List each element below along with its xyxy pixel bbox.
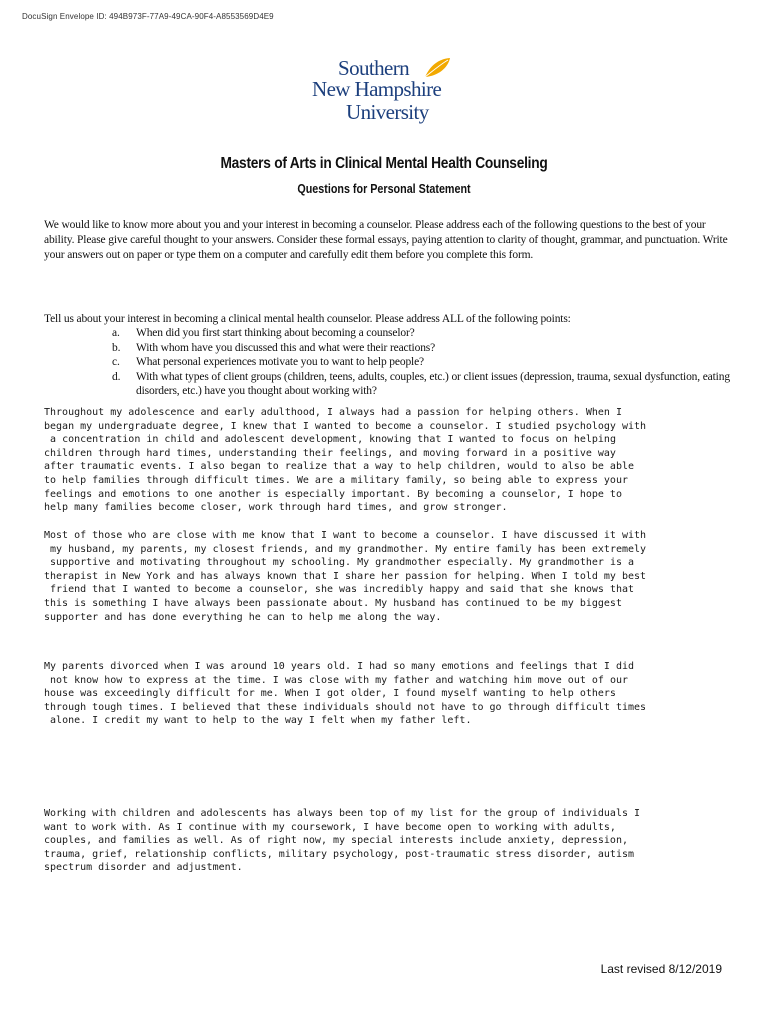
answer-paragraph-4: Working with children and adolescents has always been top of my list for the group of individuals I want to work with. As I continue with my coursework, I have become open to working with adults, couples, and families as well. As of right now, my special interests include anxiety, depression, trauma, grief, relationship conflicts, military psychology, post-traumatic stress disorder, autism spectrum disorder and adjustment. bbox=[44, 808, 641, 874]
question-text: With what types of client groups (children, teens, adults, couples, etc.) or client issues (depression, trauma, sexual dysfunction, eating disorders, etc.) have you thought about working with? bbox=[136, 370, 730, 398]
answer-paragraph-1: Throughout my adolescence and early adulthood, I always had a passion for helping others. When I began my undergraduate degree, I knew that I wanted to become a counselor. I studied psychology with a concentration in child and adolescent development, knowing that I wanted to focus on helping children through hard times, understanding their feelings, and moving forward in a positive way after traumatic events. I also began to realize that a way to help children, would to also be able to help families through difficult times. We are a military family, so being able to express your feelings and emotions to one another is especially important. By becoming a counselor, I hope to help many families become closer, work through hard times, and grow stronger. bbox=[44, 407, 647, 514]
question-item bbox=[112, 341, 732, 356]
question-letter: d. bbox=[112, 370, 121, 383]
question-item bbox=[112, 326, 732, 341]
question-letter: b. bbox=[112, 341, 121, 354]
question-text: With whom have you discussed this and what were their reactions? bbox=[136, 341, 436, 354]
intro-paragraph: We would like to know more about you and your interest in becoming a counselor. Please address each of the following questions to the best of your ability. Please give careful thought to your answers. Consider these formal essays, paying attention to clarity of thought, grammar, and punctuation. Write your answers out on paper or type them on a computer and carefully edit them before you complete this form. bbox=[44, 219, 728, 261]
question-letter: a. bbox=[112, 327, 120, 339]
question-text: When did you first start thinking about becoming a counselor? bbox=[136, 327, 415, 339]
answer-paragraph-2: Most of those who are close with me know that I want to become a counselor. I have discussed it with my husband, my parents, my closest friends, and my grandmother. My entire family has been extremely supportive and motivating throughout my schooling. My grandmother especially. My grandmother is a therapist in New York and has always known that I share her passion for helping. When I told my best friend that I wanted to become a counselor, she was incredibly happy and said that she knows that this is something I have always been passionate about. My husband has continued to be my biggest supporter and has done everything he can to help me along the way. bbox=[44, 530, 647, 623]
question-letter: c. bbox=[112, 356, 120, 369]
answer-paragraph-3: My parents divorced when I was around 10 years old. I had so many emotions and feelings that I did not know how to express at the time. I was close with my father and watching him move out of our house was exceedingly difficult for me. When I got older, I found myself wanting to help others through tough times. I believed that these individuals should not have to go through difficult times alone. I credit my want to help to the way I felt when my father left. bbox=[44, 661, 647, 727]
question-list bbox=[112, 326, 732, 399]
prompt-paragraph: Tell us about your interest in becoming a clinical mental health counselor. Please address ALL of the following points: bbox=[44, 313, 571, 325]
university-logo bbox=[312, 58, 462, 132]
logo-line-new-hampshire: New Hampshire bbox=[312, 77, 442, 101]
question-text: What personal experiences motivate you to want to help people? bbox=[136, 356, 424, 369]
docusign-envelope-id: DocuSign Envelope ID: 494B973F-77A9-49CA-90F4-A8553569D4E9 bbox=[22, 12, 274, 21]
last-revised-date: Last revised 8/12/2019 bbox=[600, 962, 722, 976]
document-subtitle: Questions for Personal Statement bbox=[297, 182, 471, 196]
question-item bbox=[112, 370, 732, 399]
question-item bbox=[112, 355, 732, 370]
logo-line-university: University bbox=[346, 100, 429, 124]
logo-line-southern: Southern bbox=[338, 56, 410, 80]
document-title: Masters of Arts in Clinical Mental Health Counseling bbox=[220, 155, 548, 172]
